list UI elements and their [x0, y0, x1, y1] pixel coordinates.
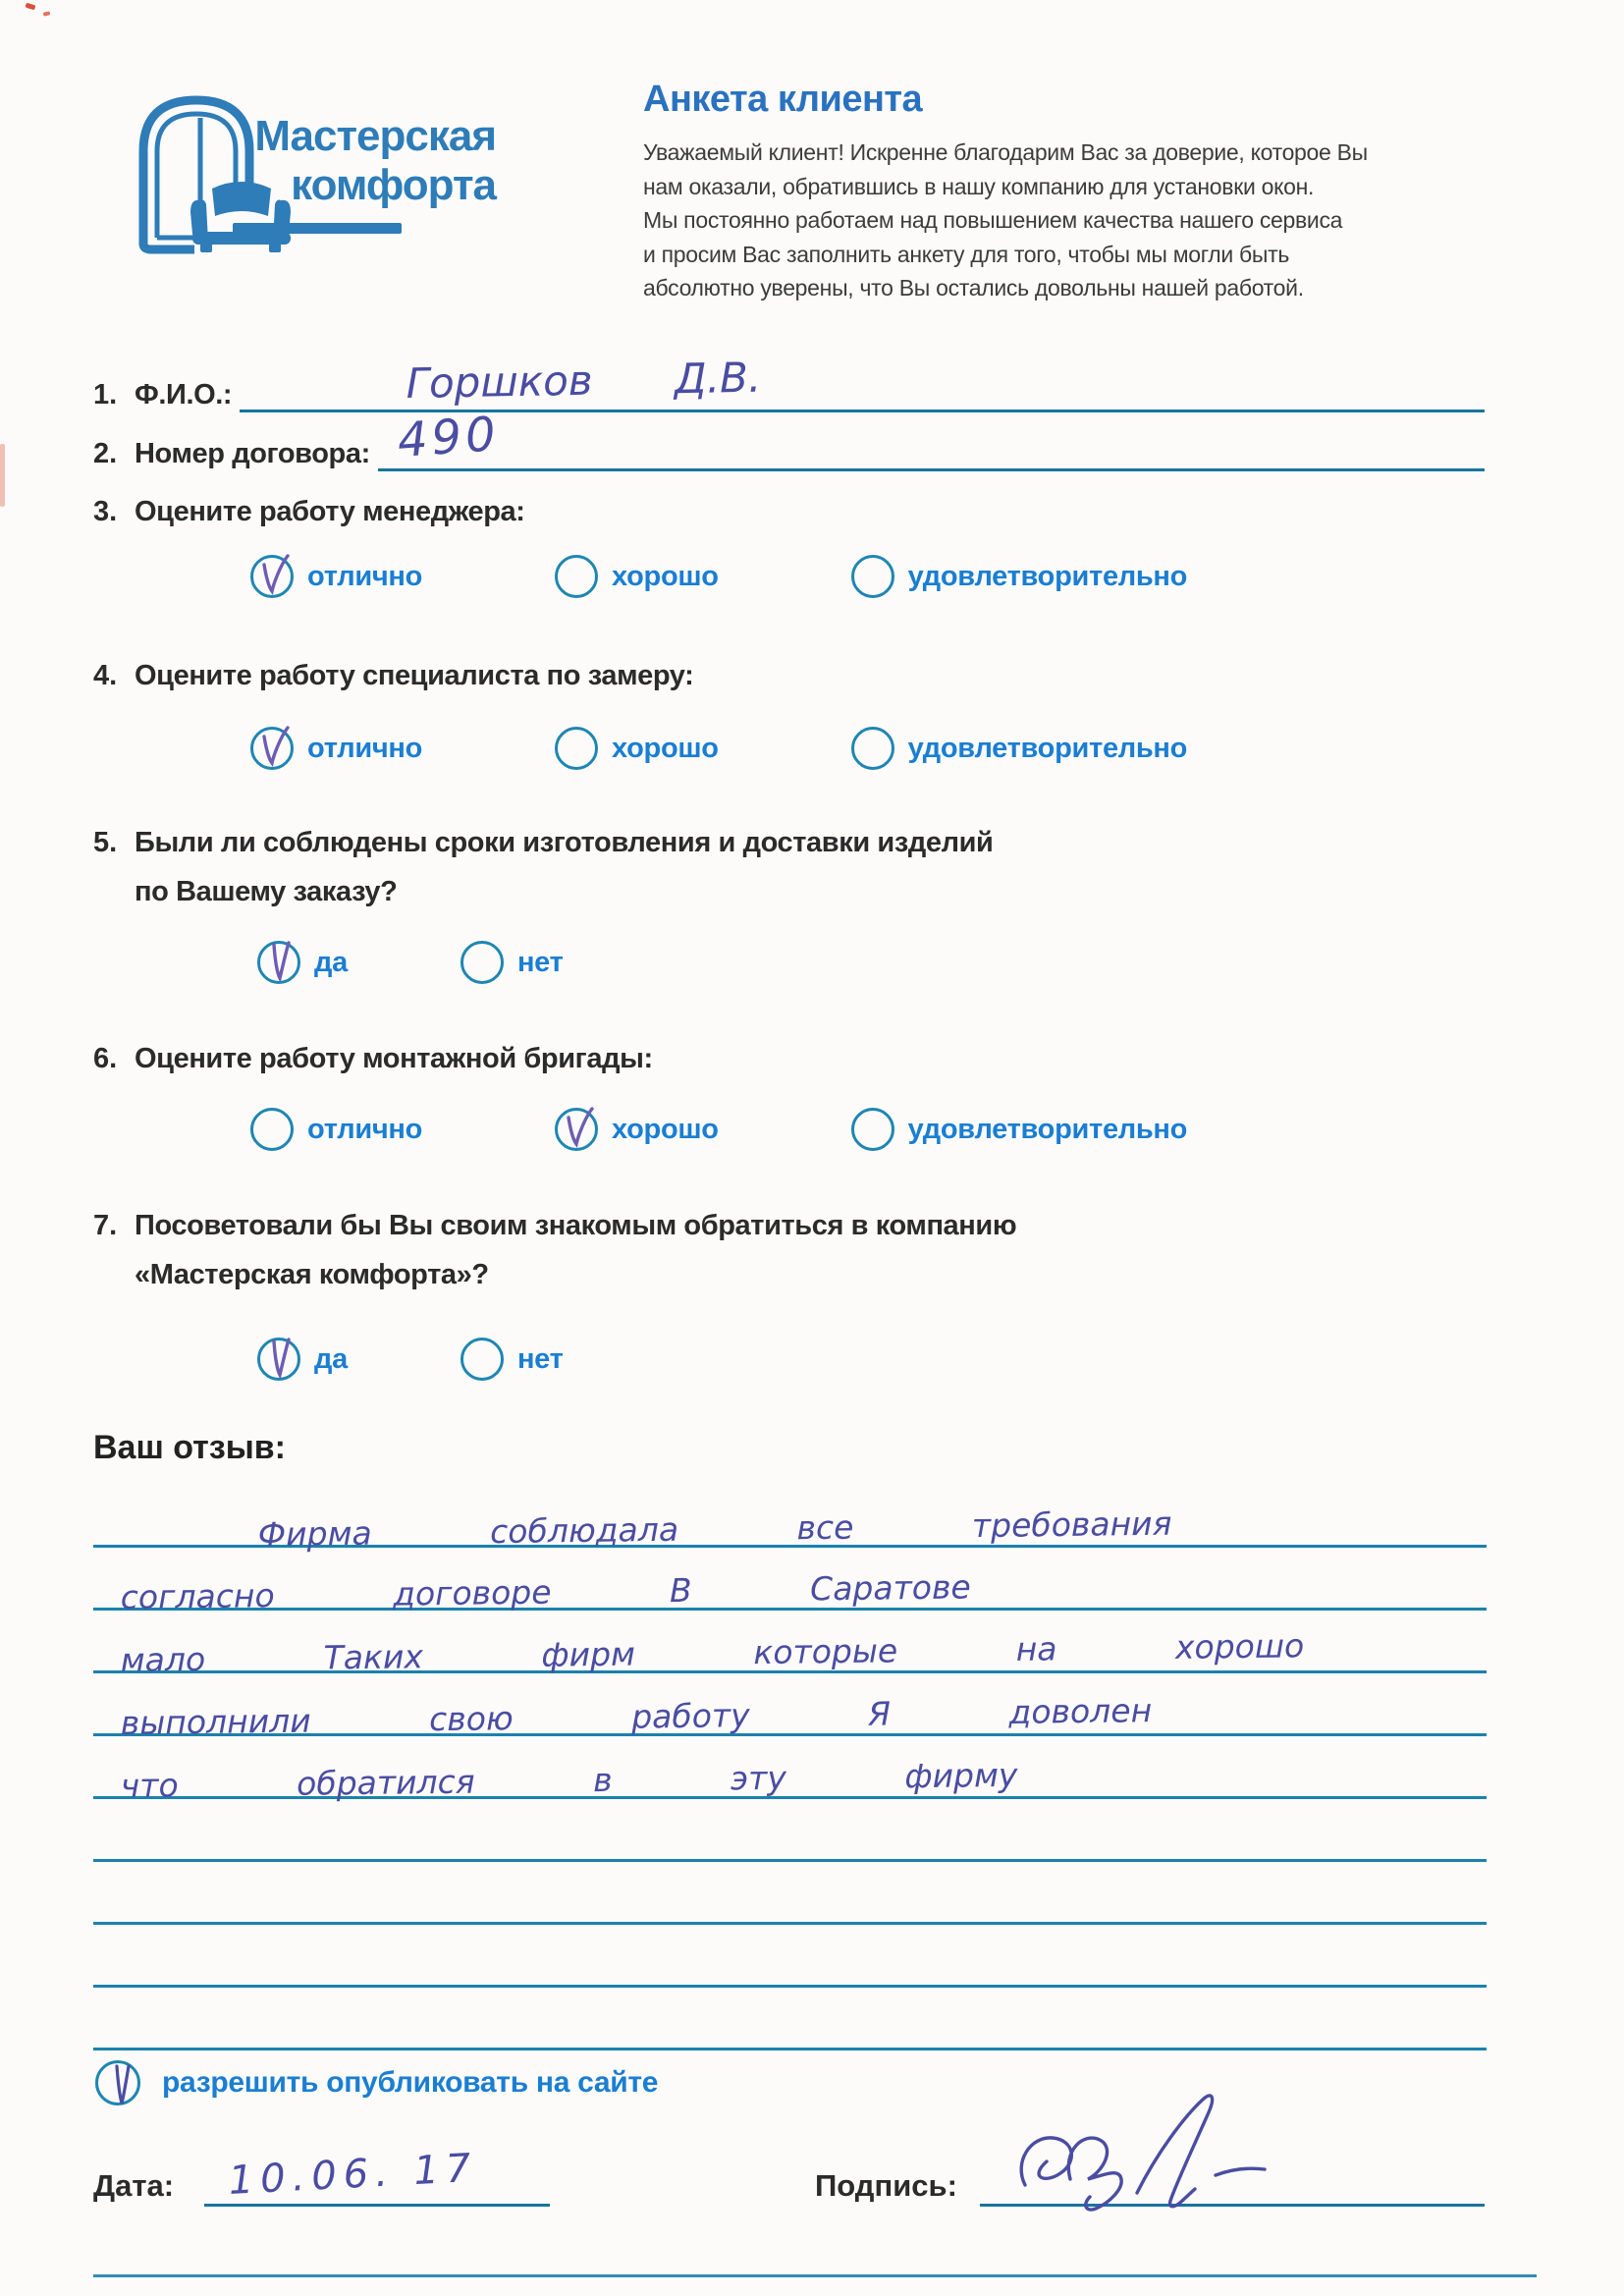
- handwritten-check-icon: [258, 1332, 305, 1387]
- question-manager: [93, 496, 525, 528]
- question-label: Номер договора:: [135, 438, 370, 469]
- option-label: отлично: [307, 560, 423, 592]
- question-number-spacer: [93, 1259, 135, 1291]
- question-number-spacer: [93, 876, 135, 908]
- publish-consent-label: разрешить опубликовать на сайте: [162, 2066, 659, 2099]
- radio-circle: [851, 727, 894, 770]
- q4-option-udovletvoritelno: [851, 727, 1187, 770]
- review-ruled-line: [93, 1673, 1487, 1742]
- handwritten-check-icon: [98, 2058, 147, 2117]
- review-ruled-line: [93, 1988, 1487, 2050]
- review-ruled-line: [93, 1862, 1487, 1925]
- option-label: удовлетворительно: [907, 1113, 1188, 1145]
- contract-handwritten-value: 490: [395, 406, 502, 468]
- scan-artifact: [25, 3, 35, 11]
- review-handwriting: мало Таких фирм которые на хорошо: [120, 1626, 1305, 1679]
- review-handwriting: что обратился в эту фирму: [120, 1755, 1018, 1805]
- radio-circle: [250, 555, 294, 598]
- question-fio: [93, 353, 1485, 412]
- radio-circle: [460, 1338, 504, 1381]
- intro-text: Уважаемый клиент! Искренне благодарим Вас за доверие, которое Вы: [643, 139, 1368, 165]
- review-ruled-line: [93, 1799, 1487, 1862]
- q7-options: [257, 1338, 564, 1381]
- question-recommend: [93, 1210, 1016, 1242]
- q3-option-otlichno: [250, 555, 422, 598]
- option-label: нет: [516, 946, 564, 978]
- date-field-line: [204, 2121, 550, 2207]
- q6-option-udovletvoritelno: [851, 1108, 1187, 1151]
- review-heading: Ваш отзыв:: [93, 1429, 286, 1466]
- radio-circle: [250, 727, 294, 770]
- intro-text: и просим Вас заполнить анкету для того, чтобы мы могли быть: [643, 241, 1290, 267]
- option-label: отлично: [307, 732, 423, 764]
- company-logo: [135, 94, 509, 256]
- contract-field-line: [378, 406, 1485, 471]
- review-lines: [93, 1485, 1487, 2050]
- q4-options: [250, 727, 1187, 770]
- q4-option-otlichno: [250, 727, 422, 770]
- fio-field-line: [240, 353, 1485, 412]
- q7-option-net: [460, 1338, 564, 1381]
- option-label: да: [314, 1342, 348, 1375]
- q6-options: [250, 1108, 1187, 1151]
- q5-option-net: [460, 941, 564, 984]
- logo-floor-bar: [233, 223, 402, 234]
- question-label-line2: «Мастерская комфорта»?: [135, 1259, 489, 1290]
- radio-circle: [250, 1108, 294, 1151]
- q4-option-horosho: [555, 727, 719, 770]
- radio-circle: [851, 1108, 894, 1151]
- scan-artifact: [0, 444, 5, 507]
- handwritten-check-icon: [251, 721, 298, 776]
- signature-field-line: [980, 2121, 1485, 2207]
- q6-option-horosho: [555, 1108, 719, 1151]
- form-header: [643, 79, 1497, 305]
- question-label: Оцените работу монтажной бригады:: [135, 1043, 653, 1074]
- q5-option-da: [257, 941, 348, 984]
- signature-label: Подпись:: [815, 2168, 957, 2203]
- q3-options: [250, 555, 1187, 598]
- q3-option-udovletvoritelno: [851, 555, 1187, 598]
- question-deadlines-line2: [93, 876, 397, 908]
- question-number: 5.: [93, 827, 118, 858]
- publish-checkbox-circle: [95, 2060, 140, 2105]
- option-label: хорошо: [612, 732, 719, 764]
- question-label-line1: Посоветовали бы Вы своим знакомым обратиться в компанию: [135, 1210, 1017, 1241]
- radio-circle: [555, 1108, 598, 1151]
- question-contract-number: [93, 406, 1485, 471]
- scan-edge-line: [93, 2274, 1537, 2277]
- question-number: 6.: [93, 1043, 118, 1074]
- handwritten-check-icon: [556, 1102, 603, 1157]
- radio-circle: [257, 941, 300, 984]
- review-handwriting: Фирма соблюдала все требования: [257, 1503, 1172, 1554]
- q5-options: [257, 941, 564, 984]
- radio-circle: [555, 727, 598, 770]
- review-handwriting: согласно договоре В Саратове: [120, 1567, 971, 1616]
- q6-option-otlichno: [250, 1108, 422, 1151]
- logo-line2: комфорта: [291, 161, 496, 209]
- intro-text: нам оказали, обратившись в нашу компанию для установки окон.: [643, 173, 1315, 199]
- question-label: Оцените работу специалиста по замеру:: [135, 660, 694, 691]
- option-label: удовлетворительно: [907, 560, 1188, 592]
- question-number: 7.: [93, 1210, 118, 1241]
- handwritten-signature: [992, 2091, 1316, 2223]
- date-label: Дата:: [93, 2168, 175, 2203]
- review-handwriting: выполнили свою работу Я доволен: [120, 1691, 1153, 1742]
- page-title: Анкета клиента: [643, 79, 923, 120]
- option-label: хорошо: [612, 560, 719, 592]
- review-ruled-line: [93, 1611, 1487, 1679]
- review-ruled-line: [93, 1485, 1487, 1554]
- intro-text: Мы постоянно работаем над повышением качества нашего сервиса: [643, 207, 1343, 233]
- logo-line1: Мастерская: [254, 112, 496, 160]
- review-ruled-line: [93, 1548, 1487, 1616]
- question-number: 2.: [93, 438, 118, 469]
- handwritten-check-icon: [251, 549, 298, 604]
- question-label-line2: по Вашему заказу?: [135, 876, 398, 907]
- radio-circle: [555, 555, 598, 598]
- q3-option-horosho: [555, 555, 719, 598]
- radio-circle: [257, 1338, 300, 1381]
- question-installers: [93, 1043, 653, 1075]
- question-label-line1: Были ли соблюдены сроки изготовления и доставки изделий: [135, 827, 994, 858]
- question-deadlines: [93, 827, 993, 859]
- question-number: 3.: [93, 496, 118, 527]
- option-label: хорошо: [612, 1113, 719, 1145]
- option-label: нет: [516, 1342, 564, 1375]
- question-measurer: [93, 660, 693, 692]
- radio-circle: [460, 941, 504, 984]
- publish-consent: [95, 2060, 658, 2105]
- q7-option-da: [257, 1338, 348, 1381]
- option-label: отлично: [307, 1113, 423, 1145]
- option-label: да: [314, 946, 348, 978]
- radio-circle: [851, 555, 894, 598]
- scan-artifact: [43, 11, 51, 16]
- review-ruled-line: [93, 1925, 1487, 1988]
- question-number: 4.: [93, 660, 118, 691]
- date-handwritten-value: 10.06. 17: [227, 2145, 479, 2204]
- question-recommend-line2: [93, 1259, 489, 1291]
- question-label: Ф.И.О.:: [135, 379, 233, 410]
- review-ruled-line: [93, 1736, 1487, 1805]
- handwritten-check-icon: [258, 935, 305, 990]
- intro-text: абсолютно уверены, что Вы остались довольны нашей работой.: [643, 275, 1304, 301]
- logo-wordmark: [219, 112, 496, 210]
- fio-handwritten-value: Горшков Д.В.: [406, 353, 762, 408]
- question-label: Оцените работу менеджера:: [135, 496, 525, 527]
- option-label: удовлетворительно: [907, 732, 1188, 764]
- question-number: 1.: [93, 379, 118, 410]
